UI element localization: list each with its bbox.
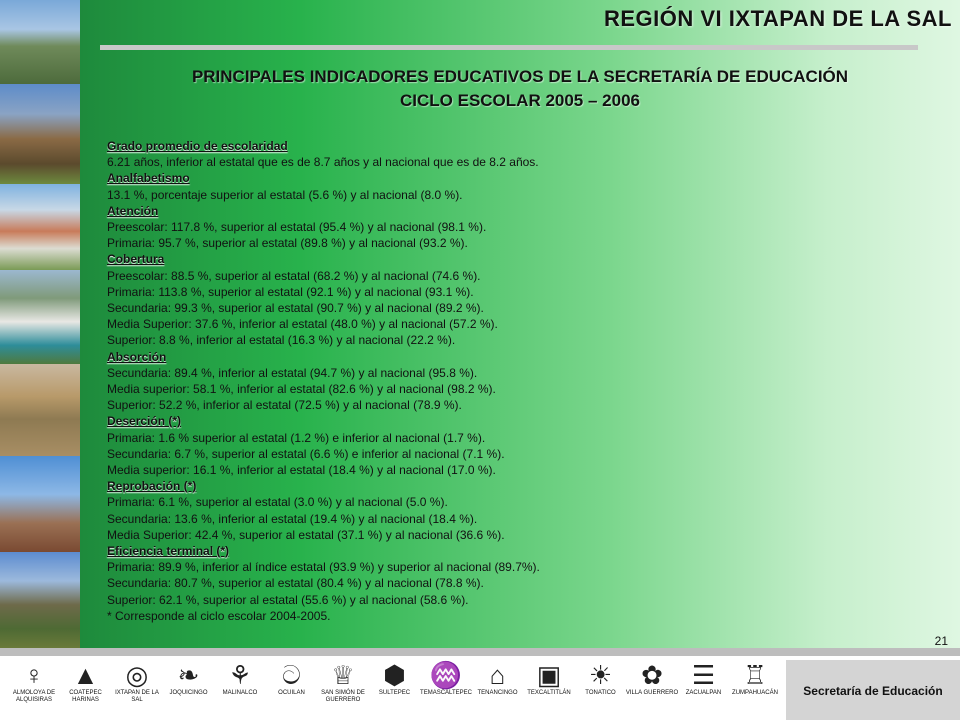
landscape-photo bbox=[0, 364, 80, 456]
shield-icon: ⬢ bbox=[383, 660, 406, 690]
section-title: Reprobación (*) bbox=[107, 479, 197, 494]
municipio-logo bbox=[58, 660, 114, 720]
section-line: Secundaria: 89.4 %, inferior al estatal (94.7 %) y al nacional (95.8 %). bbox=[107, 365, 478, 380]
section-line: Media Superior: 42.4 %, superior al estatal (37.1 %) y al nacional (36.6 %). bbox=[107, 527, 505, 542]
temple-icon: ♖ bbox=[743, 660, 767, 690]
section-line: Secundaria: 80.7 %, superior al estatal (80.4 %) y al nacional (78.8 %). bbox=[107, 576, 484, 591]
municipio-name: VILLA GUERRERO bbox=[625, 690, 679, 696]
municipio-name: TEMASCALTEPEC bbox=[420, 690, 472, 696]
heading-line-2: CICLO ESCOLAR 2005 – 2006 bbox=[400, 91, 640, 110]
saint-icon: ♕ bbox=[331, 660, 355, 690]
municipio-logo bbox=[470, 660, 526, 720]
landscape-photo bbox=[0, 270, 80, 364]
section-title: Analfabetismo bbox=[107, 171, 190, 186]
section-line: Preescolar: 117.8 %, superior al estatal (95.4 %) y al nacional (98.1 %). bbox=[107, 220, 487, 235]
landscape-photo bbox=[0, 456, 80, 552]
snake-icon: ට bbox=[282, 660, 301, 690]
section-line: Media superior: 58.1 %, inferior al estatal (82.6 %) y al nacional (98.2 %). bbox=[107, 382, 496, 397]
section-line: Primaria: 6.1 %, superior al estatal (3.0 %) y al nacional (5.0 %). bbox=[107, 495, 448, 510]
section-line: Superior: 52.2 %, inferior al estatal (72.5 %) y al nacional (78.9 %). bbox=[107, 398, 462, 413]
municipio-logo bbox=[161, 660, 217, 720]
municipio-logo bbox=[418, 660, 474, 720]
section-line: Secundaria: 99.3 %, superior al estatal (90.7 %) y al nacional (89.2 %). bbox=[107, 301, 484, 316]
municipio-logo bbox=[264, 660, 320, 720]
section-line: Superior: 62.1 %, superior al estatal (55.6 %) y al nacional (58.6 %). bbox=[107, 592, 469, 607]
region-title: REGIÓN VI IXTAPAN DE LA SAL bbox=[603, 6, 952, 31]
section-title: Eficiencia terminal (*) bbox=[107, 544, 230, 559]
municipio-name: JOQUICINGO bbox=[169, 690, 208, 696]
municipio-name: OCUILAN bbox=[278, 690, 305, 696]
municipio-logo bbox=[6, 660, 62, 720]
footer-divider bbox=[0, 648, 960, 656]
section-line: Media Superior: 37.6 %, inferior al estatal (48.0 %) y al nacional (57.2 %). bbox=[107, 317, 498, 332]
section-line: * Corresponde al ciclo escolar 2004-2005. bbox=[107, 608, 331, 623]
municipio-logo bbox=[727, 660, 783, 720]
municipio-logo bbox=[109, 660, 165, 720]
rock-icon: ▣ bbox=[536, 660, 562, 690]
section-line: Secundaria: 13.6 %, inferior al estatal (19.4 %) y al nacional (18.4 %). bbox=[107, 511, 478, 526]
municipio-name: MALINALCO bbox=[222, 690, 258, 696]
section-title: Atención bbox=[107, 203, 159, 218]
grass-icon: ⚘ bbox=[228, 660, 252, 690]
landscape-photo bbox=[0, 0, 80, 84]
section-line: Primaria: 113.8 %, superior al estatal (92.1 %) y al nacional (93.1 %). bbox=[107, 284, 474, 299]
section-line: Primaria: 89.9 %, inferior al índice estatal (93.9 %) y superior al nacional (89.7%). bbox=[107, 560, 540, 575]
section-line: 13.1 %, porcentaje superior al estatal (5.6 %) y al nacional (8.0 %). bbox=[107, 187, 463, 202]
municipio-logo bbox=[573, 660, 629, 720]
municipio-name: COATEPEC HARINAS bbox=[69, 690, 102, 703]
municipio-name: ZACUALPAN bbox=[685, 690, 722, 696]
indicators-body bbox=[107, 138, 827, 624]
hill-icon: ▲ bbox=[72, 660, 99, 690]
sun-icon: ☀ bbox=[588, 660, 613, 690]
bird-icon: ❧ bbox=[177, 660, 200, 690]
municipio-name: SULTEPEC bbox=[378, 690, 411, 696]
page-number: 21 bbox=[934, 634, 948, 648]
section-line: Primaria: 95.7 %, superior al estatal (89.8 %) y al nacional (93.2 %). bbox=[107, 236, 468, 251]
secretaria-box bbox=[786, 660, 960, 720]
municipio-name: TENANCINGO bbox=[477, 690, 518, 696]
municipio-logo bbox=[315, 660, 371, 720]
municipio-logo bbox=[676, 660, 732, 720]
section-line: Media superior: 16.1 %, inferior al estatal (18.4 %) y al nacional (17.0 %). bbox=[107, 463, 496, 478]
photo-strip bbox=[0, 0, 80, 648]
municipio-logo bbox=[367, 660, 423, 720]
flower-icon: ✿ bbox=[641, 660, 663, 690]
section-line: Secundaria: 6.7 %, superior al estatal (6.6 %) e inferior al nacional (7.1 %). bbox=[107, 446, 505, 461]
section-title: Grado promedio de escolaridad bbox=[107, 139, 288, 153]
section-title: Absorción bbox=[107, 349, 167, 364]
section-line: Superior: 8.8 %, inferior al estatal (16.3 %) y al nacional (22.2 %). bbox=[107, 333, 456, 348]
municipio-name: SAN SIMÓN DE GUERRERO bbox=[321, 690, 365, 703]
section-title: Deserción (*) bbox=[107, 414, 182, 429]
house-icon: ⌂ bbox=[489, 660, 506, 690]
municipio-logo bbox=[521, 660, 577, 720]
landscape-photo bbox=[0, 552, 80, 648]
municipio-name: TEXCALTITLÁN bbox=[527, 690, 571, 696]
title-divider bbox=[100, 45, 918, 50]
section-line: 6.21 años, inferior al estatal que es de 8.7 años y al nacional que es de 8.2 años. bbox=[107, 155, 539, 170]
municipio-name: ALMOLOYA DE ALQUISIRAS bbox=[12, 690, 56, 703]
municipio-logo bbox=[624, 660, 680, 720]
landscape-photo bbox=[0, 84, 80, 184]
section-title: Cobertura bbox=[107, 252, 165, 267]
landscape-photo bbox=[0, 184, 80, 270]
municipio-logo bbox=[212, 660, 268, 720]
municipio-name: TONATICO bbox=[585, 690, 616, 696]
heading-line-1: PRINCIPALES INDICADORES EDUCATIVOS DE LA SECRETARÍA DE EDUCACIÓN bbox=[191, 67, 849, 86]
section-line: Preescolar: 88.5 %, superior al estatal (68.2 %) y al nacional (74.6 %). bbox=[107, 268, 481, 283]
municipio-name: ZUMPAHUACÁN bbox=[732, 690, 778, 696]
pot-icon: ◎ bbox=[125, 660, 149, 690]
figure-icon: ♀ bbox=[24, 660, 44, 690]
stairs-icon: ☰ bbox=[691, 660, 716, 690]
water-icon: ♒ bbox=[429, 660, 463, 690]
municipio-name: IXTAPAN DE LA SAL bbox=[115, 690, 159, 703]
secretaria-label: Secretaría de Educación bbox=[803, 684, 943, 698]
section-line: Primaria: 1.6 % superior al estatal (1.2 %) e inferior al nacional (1.7 %). bbox=[107, 430, 486, 445]
